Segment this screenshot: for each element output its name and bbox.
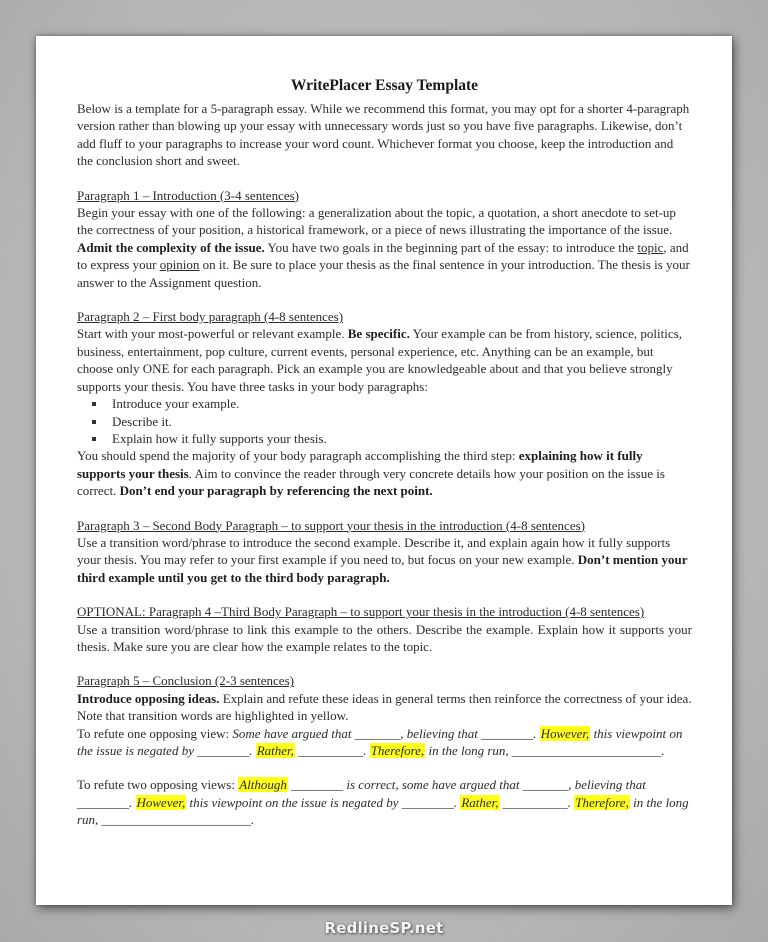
refute-label: To refute two opposing views: bbox=[77, 777, 239, 793]
task-list bbox=[77, 395, 692, 447]
body-text: Your example can be from history, science, politics, business, entertainment, pop culture, current events, personal experience, etc. Anything can be an example, but choose only ONE for each paragraph. Pick an example you are knowledgeable about and that you believe strongly supports your thesis. You have three tasks in your body paragraphs: bbox=[77, 326, 682, 394]
body-text: Begin your essay with one of the following: a generalization about the topic, a quotation, a short anecdote to set-up the correctness of your position, a historical framework, or a piece of news illustrating the importance of the issue. bbox=[77, 205, 676, 238]
highlighted-transition: Rather, bbox=[461, 794, 499, 810]
intro-paragraph: Below is a template for a 5-paragraph essay. While we recommend this format, you may opt for a shorter 4-paragraph version rather than blowing up your essay with unnecessary words just so you have five paragraphs. Likewise, don’t add fluff to your paragraphs to increase your word count. Whichever format you choose, keep the introduction and the conclusion short and sweet. bbox=[77, 101, 690, 169]
refute-one-view bbox=[77, 725, 692, 760]
highlighted-transition: However, bbox=[540, 725, 590, 741]
section-heading: Paragraph 5 – Conclusion (2-3 sentences) bbox=[77, 673, 294, 689]
template-text: Some have argued that _______, believing that ________. bbox=[232, 725, 537, 741]
body-text: on it. Be sure to place your thesis as the final sentence in your introduction. The thesis is your answer to the Assignment question. bbox=[77, 257, 690, 290]
document-page bbox=[36, 36, 732, 905]
section-body bbox=[77, 447, 692, 499]
template-text: __________. bbox=[499, 794, 575, 810]
highlighted-transition: Therefore, bbox=[575, 794, 629, 810]
bold-text: Admit the complexity of the issue. bbox=[77, 239, 265, 255]
template-text: this viewpoint on the issue is negated by ________. bbox=[77, 725, 683, 758]
section-paragraph-3 bbox=[77, 517, 692, 587]
refute-label: To refute one opposing view: bbox=[77, 725, 233, 741]
template-text: in the long run, _______________________. bbox=[425, 743, 665, 758]
underlined-text: topic bbox=[637, 239, 664, 255]
body-text: You should spend the majority of your body paragraph accomplishing the third step: bbox=[77, 448, 519, 464]
highlighted-transition: Therefore, bbox=[370, 743, 425, 758]
highlighted-transition: Although bbox=[239, 777, 287, 793]
bold-text: Don’t mention your third example until you get to the third body paragraph. bbox=[77, 552, 688, 585]
section-paragraph-1 bbox=[77, 187, 692, 291]
template-text: this viewpoint on the issue is negated by ________. bbox=[186, 794, 461, 810]
document-title: WritePlacer Essay Template bbox=[290, 77, 479, 94]
section-body bbox=[77, 204, 692, 291]
list-item: Explain how it fully supports your thesis. bbox=[77, 430, 692, 447]
bold-text: explaining how it fully supports your thesis bbox=[77, 448, 643, 481]
bold-text: Introduce opposing ideas. bbox=[77, 690, 220, 706]
refute-two-views bbox=[77, 776, 692, 828]
body-text: Use a transition word/phrase to introduce the second example. Describe it, and explain again how it fully supports your thesis. You may refer to your first example if you need to, but focus on your new example. bbox=[77, 534, 671, 568]
body-text: . Aim to convince the reader through very concrete details how your position on the issue is correct. bbox=[77, 465, 665, 499]
section-body bbox=[77, 690, 692, 725]
section-refute-two bbox=[77, 776, 692, 828]
highlighted-transition: Rather, bbox=[256, 743, 294, 758]
highlighted-transition: However, bbox=[136, 794, 186, 810]
watermark: RedlineSP.net bbox=[324, 919, 444, 937]
template-text: in the long run, _______________________. bbox=[77, 794, 689, 828]
bold-text: Don’t end your paragraph by referencing the next point. bbox=[119, 483, 433, 499]
body-text: , and to express your bbox=[77, 239, 689, 273]
section-paragraph-4 bbox=[77, 603, 692, 655]
list-item: Describe it. bbox=[77, 413, 692, 430]
section-paragraph-2 bbox=[77, 308, 692, 499]
section-heading: OPTIONAL: Paragraph 4 –Third Body Paragraph – to support your thesis in the introduction (4-8 sentences) bbox=[77, 604, 645, 620]
template-text: ________ is correct, some have argued that _______, believing that ________. bbox=[77, 777, 646, 810]
section-body bbox=[77, 325, 692, 395]
section-heading: Paragraph 3 – Second Body Paragraph – to support your thesis in the introduction (4-8 sentences) bbox=[77, 517, 585, 533]
list-item: Introduce your example. bbox=[77, 395, 692, 412]
document-content bbox=[77, 76, 692, 829]
body-text: Start with your most-powerful or relevant example. bbox=[77, 326, 348, 342]
section-heading: Paragraph 2 – First body paragraph (4-8 sentences) bbox=[77, 309, 344, 325]
section-heading: Paragraph 1 – Introduction (3-4 sentences) bbox=[77, 187, 300, 203]
body-text: Explain and refute these ideas in general terms then reinforce the correctness of your idea. Note that transition words are highlighted in yellow. bbox=[77, 690, 692, 724]
bold-text: Be specific. bbox=[347, 326, 410, 342]
underlined-text: opinion bbox=[159, 257, 200, 273]
section-paragraph-5 bbox=[77, 672, 692, 759]
template-text: __________. bbox=[294, 743, 370, 758]
body-text: You have two goals in the beginning part of the essay: to introduce the bbox=[264, 239, 638, 255]
section-body bbox=[77, 534, 692, 586]
section-body: Use a transition word/phrase to link this example to the others. Describe the example. Explain how it supports your thesis. Make sure you are clear how the example relates to the topic. bbox=[77, 621, 692, 654]
